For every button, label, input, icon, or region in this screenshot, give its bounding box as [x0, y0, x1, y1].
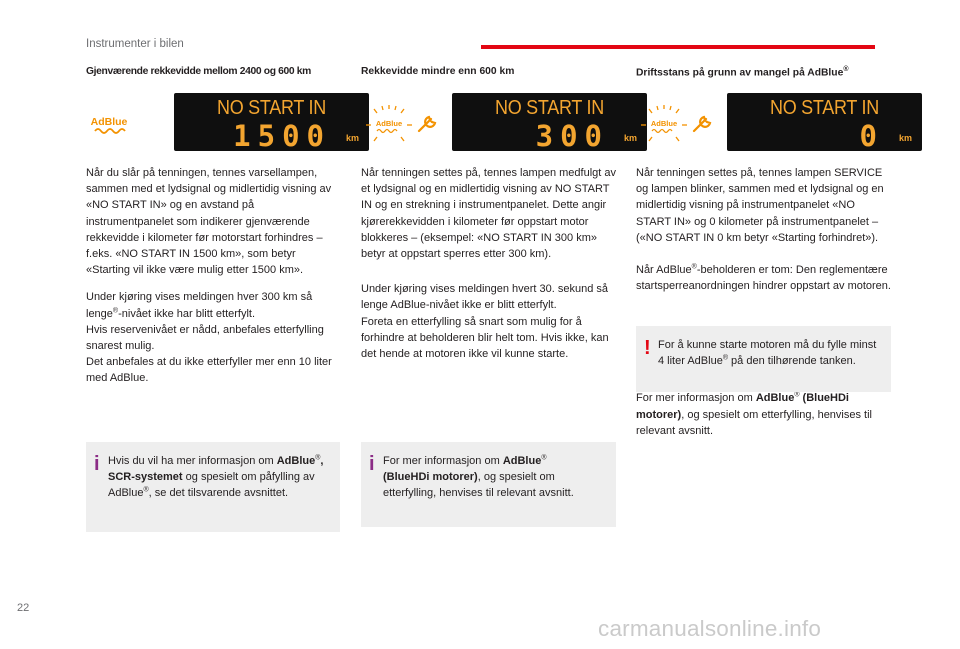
info-note: i For mer informasjon om AdBlue® (BlueHDi motorer), og spesielt om etterfylling, henvises til relevant avsnitt.: [361, 442, 616, 527]
instrument-display: [727, 93, 922, 151]
wrench-icon: [694, 117, 710, 131]
paragraph: Når du slår på tenningen, tennes varsellampen, sammen med et lydsignal og midlertidig visning av «NO START IN» og en avstand på instrumentpanelet som indikerer gjenværende rekkevidde i kilometer før motorstart forhindres – f.eks. «NO START IN 1500 km», som betyr «Starting vil ikke være mulig etter 1500 km».: [86, 167, 332, 277]
display-message: NO START IN: [769, 97, 880, 119]
paragraph: Under kjøring vises meldingen hvert 30. sekund så lenge AdBlue-nivået ikke er blitt etterfylt. Foreta en etterfylling så snart som mulig for å forhindre at beholderen blir helt tom. Hvis ikke, kan det hende at motoren ikke vil kunne starte.: [361, 283, 609, 361]
instrument-display: [452, 93, 647, 151]
page-number: 22: [17, 602, 30, 614]
svg-text:AdBlue: AdBlue: [375, 119, 403, 128]
instrument-display: [174, 93, 369, 151]
adblue-wrench-warning-icon: [365, 105, 443, 143]
column-remaining-range: [86, 66, 359, 387]
display-illustration: [86, 93, 359, 155]
wrench-icon: [419, 117, 435, 131]
adblue-logo-icon: [87, 113, 131, 137]
display-distance: 1500: [233, 119, 331, 151]
display-message: NO START IN: [494, 97, 605, 119]
display-unit: km: [898, 133, 912, 143]
section-title: Instrumenter i bilen: [86, 38, 184, 50]
paragraph: Når tenningen settes på, tennes lampen SERVICE og lampen blinker, sammen med et lydsignal og en midlertidig visning på instrumentpanelet «NO START IN» og 0 kilometer på instrumentpanelet – («NO START IN 0 km betyr «Starting forhindret»).: [636, 167, 884, 244]
column-title: Gjenværende rekkevidde mellom 2400 og 600 km: [86, 66, 311, 77]
paragraph: Når AdBlue®-beholderen er tom: Den reglementære startsperreanordningen hindrer oppstart av motoren.: [636, 263, 891, 293]
column-range-below-600: [361, 66, 637, 362]
display-distance: 0: [859, 119, 884, 151]
display-unit: km: [623, 133, 637, 143]
display-illustration: [361, 93, 637, 155]
paragraph: Når tenningen settes på, tennes lampen medfulgt av et lydsignal og en midlertidig visning av NO START IN og en strekning i instrumentpanelet. Dette angir kjørerekkevidden i kilometer før oppstart motor blokkeres – (eksempel: «NO START IN 300 km» betyr at oppstart sperres etter 300 km).: [361, 167, 616, 261]
header-accent-bar: [481, 45, 875, 49]
svg-text:AdBlue: AdBlue: [650, 119, 678, 128]
exclamation-icon: !: [644, 337, 651, 359]
adblue-logo-text: AdBlue: [90, 116, 128, 128]
display-unit: km: [345, 133, 359, 143]
info-icon: i: [369, 453, 375, 475]
warning-note: ! For å kunne starte motoren må du fylle minst 4 liter AdBlue® på den tilhørende tanken.: [636, 326, 891, 392]
display-illustration: [636, 93, 912, 155]
watermark: carmanualsonline.info: [598, 616, 822, 641]
column-title: Rekkevidde mindre enn 600 km: [361, 66, 515, 77]
info-note: i Hvis du vil ha mer informasjon om AdBlue®, SCR-systemet og spesielt om påfylling av AdBlue®, se det tilsvarende avsnittet.: [86, 442, 340, 532]
display-message: NO START IN: [216, 97, 327, 119]
paragraph: For mer informasjon om AdBlue® (BlueHDi motorer), og spesielt om etterfylling, henvises til relevant avsnitt.: [636, 391, 872, 437]
adblue-wrench-warning-icon: [640, 105, 718, 143]
display-distance: 300: [535, 119, 609, 151]
paragraph: Under kjøring vises meldingen hver 300 km så lenge®-nivået ikke har blitt etterfylt. Hvis reservenivået er nådd, anbefales etterfylling snarest mulig. Det anbefales at du ikke etterfyller mer enn 10 liter med AdBlue.: [86, 291, 332, 385]
column-title: Driftsstans på grunn av mangel på AdBlue®: [636, 66, 849, 79]
info-icon: i: [94, 453, 100, 475]
